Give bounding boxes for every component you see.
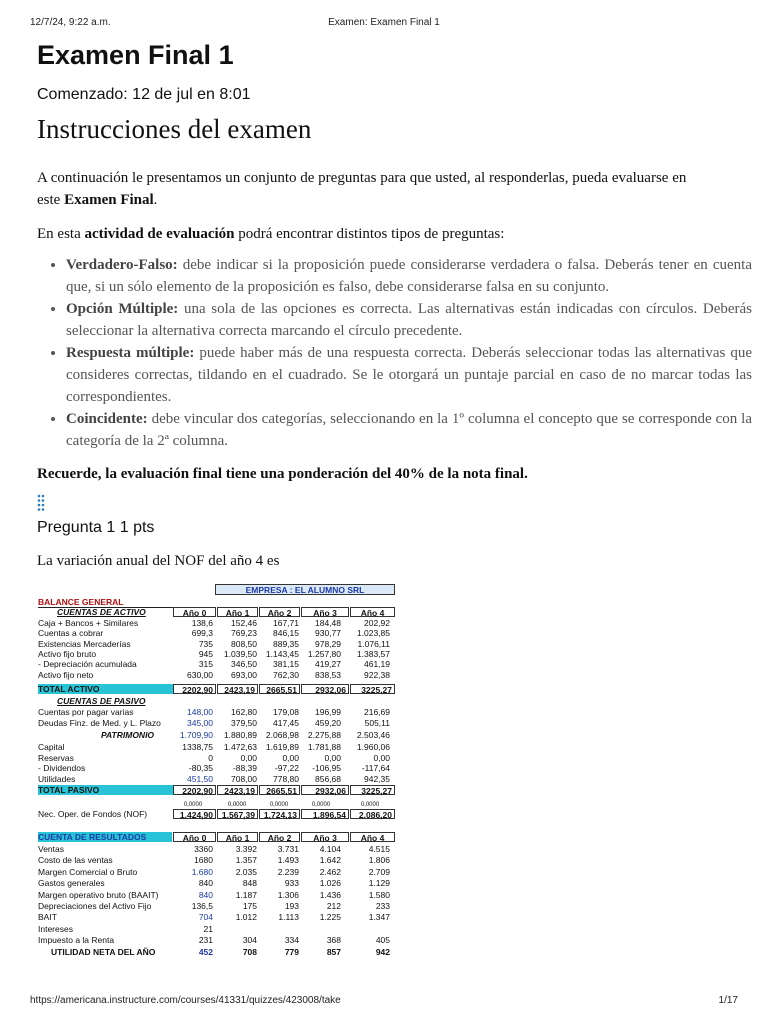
cell-value: 136,5: [191, 901, 213, 911]
question-types-list: [37, 254, 752, 452]
cell-value: [259, 924, 299, 934]
cell-value: 1.383,57: [356, 648, 390, 659]
equity-header-row: [37, 730, 395, 740]
table-row: [37, 670, 395, 680]
year-header: Año 4: [350, 832, 395, 842]
table-row: [37, 618, 395, 628]
cell-value: 933: [284, 878, 299, 889]
print-tab-title: Examen: Examen Final 1: [328, 17, 440, 28]
cell-value: 1.023,85: [356, 628, 390, 639]
cell-value: 942: [375, 947, 390, 957]
cell-value: 1.806: [368, 855, 390, 866]
cell-value: 162,80: [231, 707, 257, 717]
row-label: Nec. Oper. de Fondos (NOF): [38, 809, 148, 819]
year-header: Año 0: [173, 832, 216, 842]
cell-value: 1.960,06: [356, 742, 390, 752]
cell-value: 1.039,50: [223, 648, 257, 659]
cell-value: 735: [198, 638, 213, 649]
cell-value: 315: [198, 659, 213, 670]
cell-value: 152,46: [231, 618, 257, 628]
print-datetime: 12/7/24, 9:22 a.m.: [30, 17, 111, 28]
cell-value: 1.896,54: [301, 809, 349, 819]
row-label: TOTAL ACTIVO: [38, 684, 173, 694]
cell-value: 1.257,80: [307, 648, 341, 659]
table-row: [37, 753, 395, 763]
table-row: [37, 707, 395, 717]
balance-title-row: [37, 597, 395, 607]
table-row: [37, 718, 395, 728]
cell-value: 2665,51: [259, 785, 300, 795]
row-label: Capital: [38, 742, 65, 752]
cell-value: 922,38: [364, 669, 390, 680]
table-row: [37, 901, 395, 911]
cell-value: 1.880,89: [223, 730, 257, 740]
cell-value: 231: [198, 935, 213, 946]
list-item: • Opción Múltiple: una sola de las opciones es correcta. Las alternativas están indicadas con círculos. Deberás seleccionar la alternativa correcta marcando el círculo precedente.: [66, 298, 752, 342]
cell-value: 779: [284, 947, 299, 957]
cell-value: 345,00: [187, 718, 213, 728]
row-label: UTILIDAD NETA DEL AÑO: [51, 947, 156, 957]
row-label: Existencias Mercaderías: [38, 638, 131, 649]
equity-header: PATRIMONIO: [101, 730, 155, 740]
row-label: Intereses: [38, 923, 73, 934]
cell-value: 0,00: [240, 752, 257, 763]
started-time: Comenzado: 12 de jul en 8:01: [37, 86, 251, 103]
table-row: [37, 890, 395, 900]
cell-value: 840: [198, 889, 213, 900]
cell-value: 699,3: [191, 628, 213, 639]
cell-value: 846,15: [273, 628, 299, 639]
cell-value: 167,71: [273, 618, 299, 628]
cell-value: 2.086,20: [350, 809, 395, 819]
cell-value: [350, 924, 390, 934]
cell-value: 1.026: [319, 878, 341, 889]
row-label: Margen operativo bruto (BAAIT): [38, 889, 159, 900]
row-label: Margen Comercial o Bruto: [38, 866, 138, 877]
cell-value: 778,80: [273, 773, 299, 784]
row-label: TOTAL PASIVO: [38, 785, 173, 795]
cell-value: 2202,90: [173, 684, 216, 694]
row-label: Costo de las ventas: [38, 855, 113, 866]
cell-value: 459,20: [315, 718, 341, 728]
cell-value: 0,0000: [360, 802, 380, 808]
table-row: [37, 935, 395, 945]
cell-value: 2.035: [235, 866, 257, 877]
cell-value: 978,29: [315, 638, 341, 649]
year-header: Año 3: [301, 832, 349, 842]
cell-value: 3360: [194, 844, 213, 854]
row-label: Deudas Finz. de Med. y L. Plazo: [38, 718, 161, 728]
assets-header: CUENTAS DE ACTIVO: [57, 607, 146, 617]
cell-value: 1.129: [368, 878, 390, 889]
print-footer: [30, 995, 738, 1009]
cell-value: 1.424,90: [173, 809, 216, 819]
table-row: [37, 659, 395, 669]
cell-value: 212: [326, 901, 341, 911]
cell-value: 2423,19: [217, 785, 258, 795]
total-assets-row: [37, 684, 395, 694]
cell-value: 1.187: [235, 889, 257, 900]
cell-value: 417,45: [273, 718, 299, 728]
cell-value: 708,00: [231, 773, 257, 784]
cell-value: 1.642: [319, 855, 341, 866]
cell-value: 2.239: [277, 866, 299, 877]
cell-value: 381,15: [273, 659, 299, 670]
cell-value: 856,68: [315, 773, 341, 784]
cell-value: 4.104: [319, 844, 341, 854]
table-row: [37, 855, 395, 865]
cell-value: 0,0000: [311, 802, 331, 808]
cell-value: 942,35: [364, 773, 390, 784]
question-header: Pregunta 1 1 pts: [37, 519, 155, 536]
row-label: Caja + Bancos + Similares: [38, 618, 139, 628]
cell-value: 704: [198, 912, 213, 923]
cell-value: 930,77: [315, 628, 341, 639]
cell-value: 216,69: [364, 707, 390, 717]
cell-value: 1.306: [277, 889, 299, 900]
cell-value: 889,35: [273, 638, 299, 649]
row-label: Cuentas por pagar varias: [38, 707, 134, 717]
year-header: Año 0: [173, 607, 216, 617]
table-row: [37, 844, 395, 854]
cell-value: 1680: [194, 855, 213, 866]
cell-value: 184,48: [315, 618, 341, 628]
table-row: [37, 639, 395, 649]
cell-value: 0,00: [373, 752, 390, 763]
cell-value: 1.680: [191, 866, 213, 877]
cell-value: 1.143,45: [265, 648, 299, 659]
cell-value: 1.472,63: [223, 742, 257, 752]
table-row: [37, 742, 395, 752]
cell-value: 840: [198, 878, 213, 889]
cell-value: 405: [375, 935, 390, 946]
year-header: Año 1: [217, 832, 258, 842]
row-label: Reservas: [38, 752, 74, 763]
row-label: Cuentas a cobrar: [38, 628, 104, 639]
cell-value: 1.347: [368, 912, 390, 923]
cell-value: 2.709: [368, 866, 390, 877]
table-row: [37, 912, 395, 922]
table-row: [37, 628, 395, 638]
cell-value: 461,19: [364, 659, 390, 670]
cell-value: 1.724,13: [259, 809, 300, 819]
net-income-row: [37, 947, 395, 957]
row-label: Activo fijo neto: [38, 669, 94, 680]
row-label: BAIT: [38, 912, 57, 923]
cell-value: 1338,75: [182, 742, 213, 752]
cell-value: 838,53: [315, 669, 341, 680]
cell-value: 1.436: [319, 889, 341, 900]
cell-value: 762,30: [273, 669, 299, 680]
row-label: Ventas: [38, 844, 64, 854]
spreadsheet-image: [37, 584, 395, 959]
company-name: EMPRESA : EL ALUMNO SRL: [215, 584, 395, 595]
cell-value: -80,35: [188, 763, 213, 774]
cell-value: 0,00: [324, 752, 341, 763]
cell-value: 1.781,88: [307, 742, 341, 752]
cell-value: 0,0000: [227, 802, 247, 808]
row-label: Gastos generales: [38, 878, 105, 889]
cell-value: 2.275,88: [307, 730, 341, 740]
cell-value: 452: [198, 947, 213, 957]
list-item: • Verdadero-Falso: debe indicar si la proposición puede considerarse verdadera o falsa. Deberás tener en cuenta que, si un sólo elemento de la proposición es falso, debe considerarse falsa en su conjunto.: [66, 254, 752, 298]
cell-value: 4.515: [368, 844, 390, 854]
liabilities-header: CUENTAS DE PASIVO: [57, 696, 146, 706]
year-header: Año 2: [259, 832, 300, 842]
cell-value: -106,95: [312, 763, 341, 774]
total-liabilities-row: [37, 785, 395, 795]
cell-value: 808,50: [231, 638, 257, 649]
cell-value: 202,92: [364, 618, 390, 628]
cell-value: 1.493: [277, 855, 299, 866]
cell-value: 848: [242, 878, 257, 889]
cell-value: 1.709,90: [179, 730, 213, 740]
cell-value: 708: [242, 947, 257, 957]
cell-value: 304: [242, 935, 257, 946]
row-label: - Depreciación acumulada: [38, 659, 137, 670]
cell-value: 2.503,46: [356, 730, 390, 740]
cell-value: 334: [284, 935, 299, 946]
cell-value: 3225,27: [350, 684, 395, 694]
cell-value: 1.113: [278, 912, 299, 923]
cell-value: 1.076,11: [357, 638, 390, 649]
table-row: [37, 774, 395, 784]
cell-value: 2202,90: [173, 785, 216, 795]
cell-value: 1.357: [235, 855, 257, 866]
row-label: - Dividendos: [38, 763, 86, 774]
row-label: Utilidades: [38, 773, 76, 784]
cell-value: 2.068,98: [265, 730, 299, 740]
list-item: • Coincidente: debe vincular dos categorías, seleccionando en la 1º columna el concepto que se corresponde con la categoría de la 2ª columna.: [66, 408, 752, 452]
intro-paragraph: A continuación le presentamos un conjunto de preguntas para que usted, al responderlas, pueda evaluarse en este Examen Final.: [37, 170, 687, 208]
cell-value: 2.462: [319, 866, 341, 877]
cell-value: 148,00: [187, 707, 213, 717]
cell-value: 945: [198, 648, 213, 659]
cell-value: 379,50: [231, 718, 257, 728]
drag-handle-icon[interactable]: [37, 494, 49, 512]
results-header: CUENTA DE RESULTADOS: [38, 832, 172, 842]
table-row: [37, 763, 395, 773]
page-url: https://americana.instructure.com/courses/41331/quizzes/423008/take: [30, 995, 341, 1006]
page-count: 1/17: [718, 995, 738, 1006]
cell-value: 1.580: [368, 889, 390, 900]
cell-value: 0,0000: [269, 802, 289, 808]
year-header: Año 2: [259, 607, 300, 617]
cell-value: 138,6: [191, 618, 213, 628]
cell-value: 1.012: [235, 912, 257, 923]
cell-value: 193: [284, 901, 299, 911]
cell-value: -97,22: [274, 763, 299, 774]
balance-title: BALANCE GENERAL: [38, 597, 173, 608]
cell-value: 505,11: [364, 718, 390, 728]
year-header: Año 3: [301, 607, 349, 617]
table-row: [37, 649, 395, 659]
cell-value: 1.225: [319, 912, 341, 923]
nof-row: [37, 809, 395, 819]
cell-value: 0: [208, 752, 213, 763]
table-row: [37, 878, 395, 888]
row-label: Impuesto a la Renta: [38, 935, 115, 946]
cell-value: 21: [203, 923, 213, 934]
list-item: • Respuesta múltiple: puede haber más de una respuesta correcta. Deberás seleccionar todas las alternativas que consideres correctas, tildando en el cuadrado. Se le otorgará un puntaje parcial en caso de no marcar todas las correspondientes.: [66, 342, 752, 408]
cell-value: 1.619,89: [265, 742, 299, 752]
row-label: Depreciaciones del Activo Fijo: [38, 901, 152, 911]
cell-value: 233: [375, 901, 390, 911]
cell-value: 769,23: [231, 628, 257, 639]
cell-value: 368: [326, 935, 341, 946]
table-row: [37, 867, 395, 877]
cell-value: 693,00: [231, 669, 257, 680]
cell-value: 0,00: [282, 752, 299, 763]
cell-value: 196,99: [315, 707, 341, 717]
cell-value: 3.392: [235, 844, 257, 854]
cell-value: 1.567,39: [217, 809, 258, 819]
page-title: Examen Final 1: [37, 40, 234, 70]
print-header: [30, 17, 738, 31]
instructions-heading: Instrucciones del examen: [37, 114, 312, 144]
cell-value: 179,08: [273, 707, 299, 717]
question-text: La variación anual del NOF del año 4 es: [37, 553, 280, 569]
cell-value: 630,00: [187, 669, 213, 680]
year-header: Año 4: [350, 607, 395, 617]
year-header: Año 1: [217, 607, 258, 617]
cell-value: 2423,19: [217, 684, 258, 694]
cell-value: 175: [242, 901, 257, 911]
row-label: Activo fijo bruto: [38, 648, 97, 659]
cell-value: 3.731: [277, 844, 299, 854]
cell-value: 0,0000: [183, 802, 203, 808]
cell-value: 857: [326, 947, 341, 957]
cell-value: 2932,06: [301, 684, 349, 694]
liabilities-header-row: [37, 696, 395, 706]
company-row: [37, 584, 395, 594]
cell-value: 346,50: [231, 659, 257, 670]
reminder-text: Recuerde, la evaluación final tiene una ponderación del 40% de la nota final.: [37, 466, 528, 482]
cell-value: 451,50: [187, 773, 213, 784]
cell-value: 2665,51: [259, 684, 300, 694]
cell-value: [301, 924, 341, 934]
cell-value: 3225,27: [350, 785, 395, 795]
cell-value: [217, 924, 257, 934]
cell-value: -117,64: [361, 763, 390, 774]
cell-value: 419,27: [315, 659, 341, 670]
cell-value: 2932,06: [301, 785, 349, 795]
cell-value: -88,39: [232, 763, 257, 774]
table-row: [37, 924, 395, 934]
activity-paragraph: En esta actividad de evaluación podrá encontrar distintos tipos de preguntas:: [37, 226, 505, 242]
